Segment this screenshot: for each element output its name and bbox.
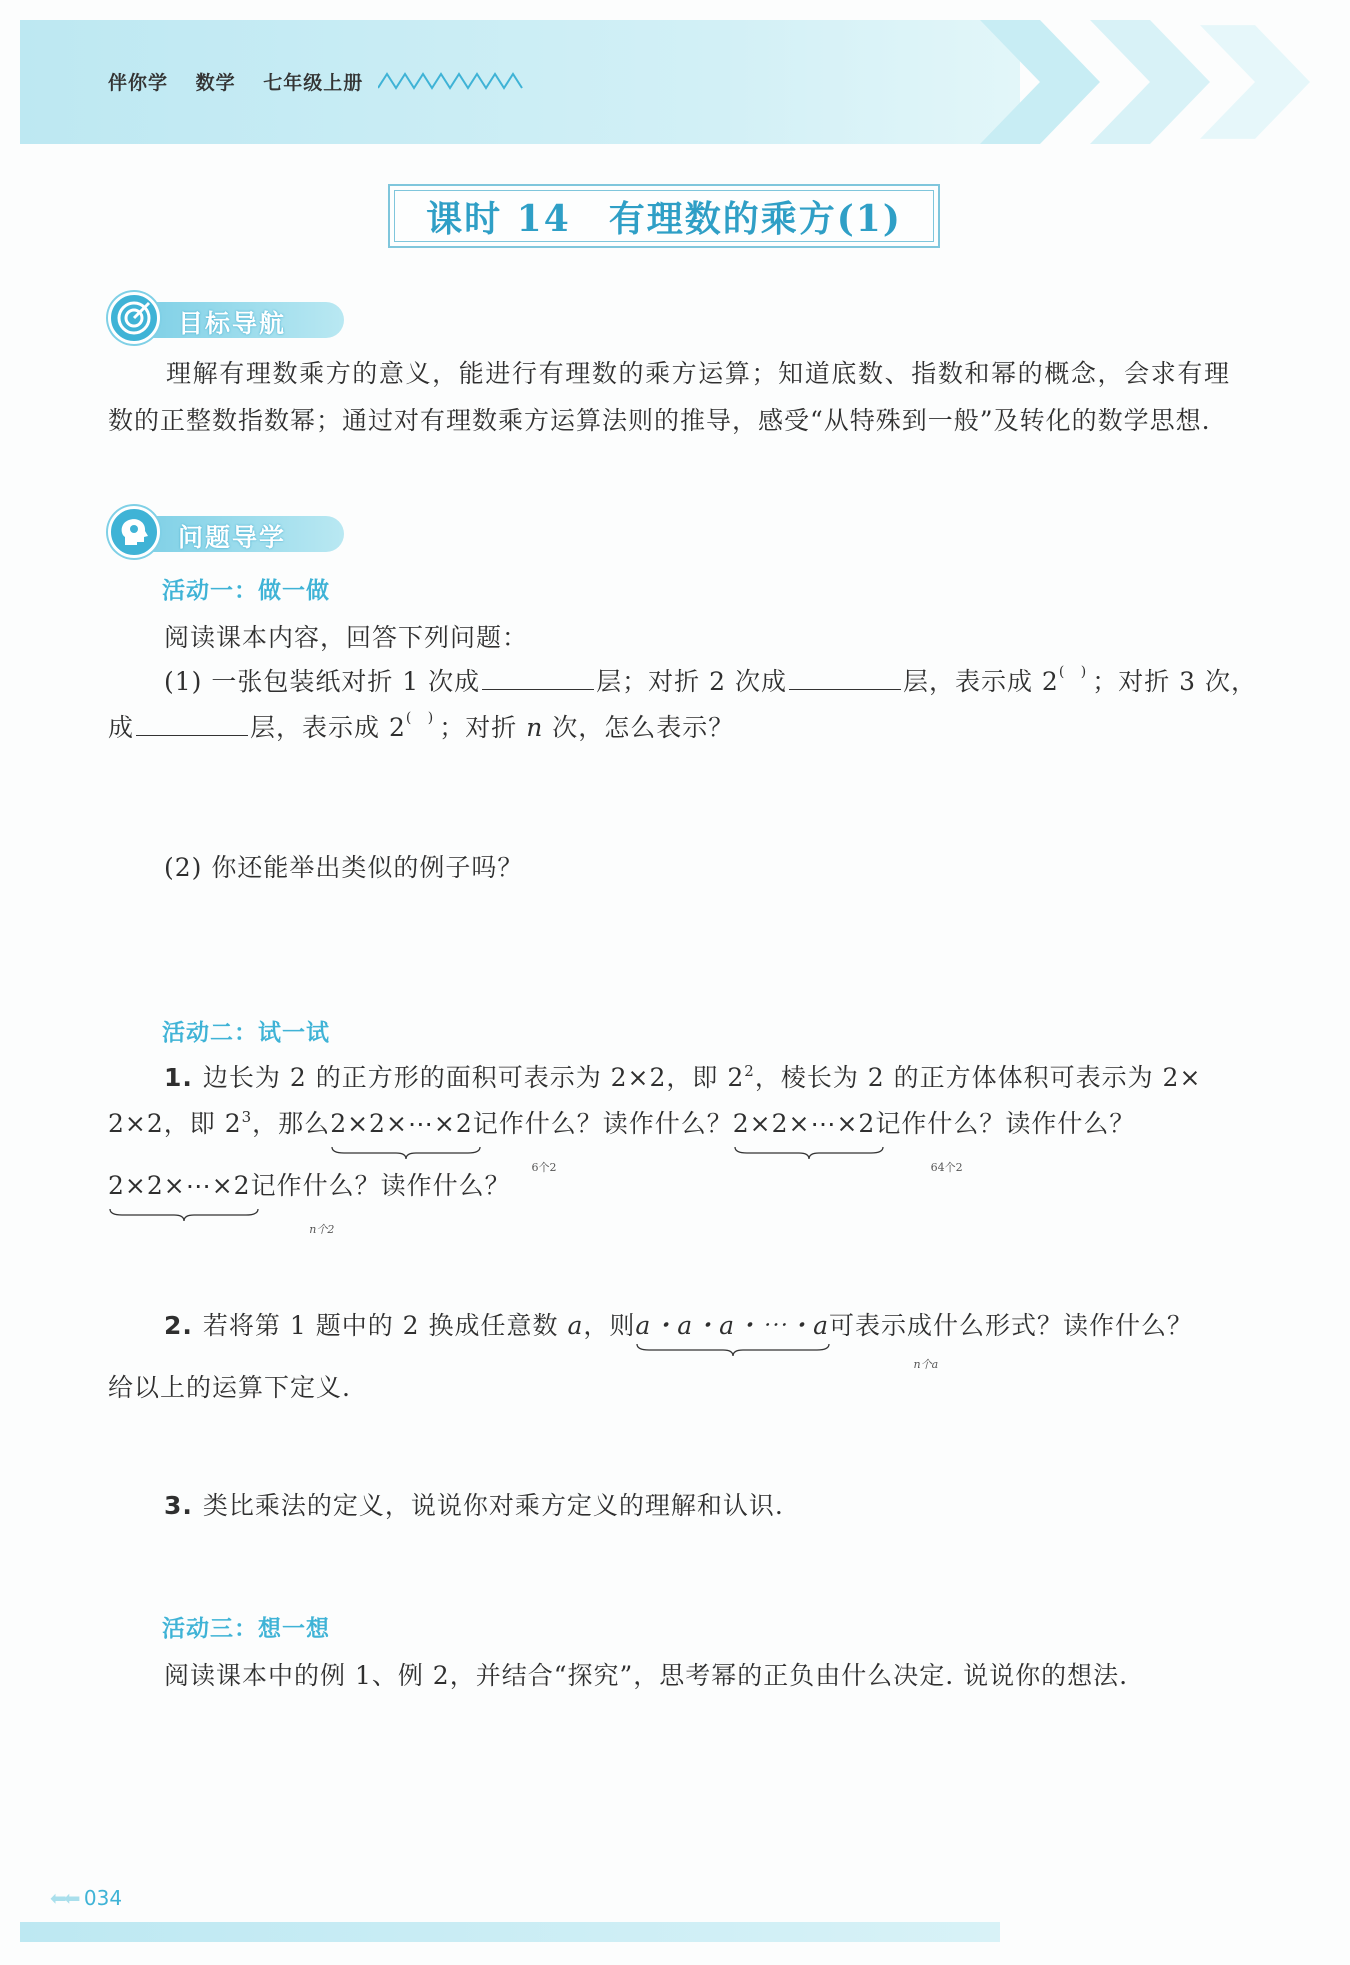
p2-text: ，则 xyxy=(583,1311,636,1340)
activity2-p3 xyxy=(164,1486,784,1522)
q1-text: 层，表示成 2 xyxy=(902,667,1059,696)
brace-label: 6个2 xyxy=(531,1161,557,1174)
q1-text: 次，怎么表示？ xyxy=(543,713,735,742)
header-title xyxy=(108,68,383,95)
p1-text: 记作什么？读作什么？ xyxy=(472,1109,733,1138)
q1-text: 层；对折 2 次成 xyxy=(596,667,787,696)
answer-blank[interactable] xyxy=(136,713,248,736)
expression: 2×2×⋯×2 xyxy=(732,1109,876,1138)
q1-text: 层，表示成 2 xyxy=(250,713,406,742)
p1-text: 记作什么？读作什么？ xyxy=(875,1109,1136,1138)
guide-badge xyxy=(108,506,344,558)
head-gear-icon xyxy=(108,506,160,558)
activity2-p1-line1 xyxy=(164,1058,1201,1094)
q1-text: ；对折 xyxy=(439,713,527,742)
activity2-p1-line2 xyxy=(108,1104,1136,1174)
goal-badge xyxy=(108,292,344,344)
activity2-heading: 活动二：试一试 xyxy=(162,1020,330,1046)
exponent: 2 xyxy=(744,1062,755,1080)
p1-text: ，棱长为 2 的正方体体积可表示为 2× xyxy=(754,1063,1202,1092)
exponent-blank[interactable]: ( ) xyxy=(405,710,440,726)
activity1-q1-line2 xyxy=(108,708,734,744)
p1-text: 记作什么？读作什么？ xyxy=(250,1171,511,1200)
header-chevron-decoration xyxy=(1090,20,1210,144)
expression: 2×2×⋯×2 xyxy=(108,1171,251,1200)
header-chevron-decoration xyxy=(1200,20,1310,144)
brace-label: n个a xyxy=(913,1358,939,1371)
p2-text: 若将第 1 题中的 2 换成任意数 xyxy=(202,1311,568,1340)
exponent-blank[interactable]: ( ) xyxy=(1058,664,1093,680)
header-chevron-decoration xyxy=(980,20,1100,144)
variable-a: a xyxy=(567,1311,584,1340)
header-grade: 七年级上册 xyxy=(263,72,364,94)
expression: 2×2×⋯×2 xyxy=(330,1109,473,1138)
zigzag-decoration xyxy=(378,72,524,90)
activity2-p2-line1 xyxy=(164,1306,1194,1371)
activity1-q1-line1 xyxy=(164,662,1257,698)
arrow-icon: ⬅⬅ xyxy=(50,1886,78,1910)
underbrace xyxy=(733,1145,885,1161)
brace-label: 64个2 xyxy=(930,1161,963,1174)
answer-blank[interactable] xyxy=(789,667,901,690)
header-book: 伴你学 xyxy=(108,72,169,94)
p1-text: ，那么 xyxy=(252,1109,331,1138)
expression: a・a・a・⋯・a xyxy=(635,1311,829,1340)
lesson-title: 课时 14 有理数的乘方(1) xyxy=(426,197,902,240)
activity3-text: 阅读课本中的例 1、例 2，并结合“探究”，思考幂的正负由什么决定. 说说你的想法. xyxy=(164,1661,1129,1690)
question-number: 3. xyxy=(164,1491,193,1520)
underbrace-expression xyxy=(635,1306,939,1371)
page-number-text: 034 xyxy=(83,1886,123,1910)
question-number: 2. xyxy=(164,1311,193,1340)
activity2-p2-line2: 给以上的运算下定义. xyxy=(108,1373,351,1402)
activity1-heading: 活动一：做一做 xyxy=(162,578,330,604)
underbrace xyxy=(635,1342,831,1358)
variable-n: n xyxy=(526,713,544,742)
activity1-q2: (2) 你还能举出类似的例子吗？ xyxy=(164,853,524,882)
brace-label: n个2 xyxy=(309,1223,335,1236)
question-number: 1. xyxy=(164,1063,193,1092)
header-subject: 数学 xyxy=(195,72,236,94)
p1-text: 边长为 2 的正方形的面积可表示为 2×2，即 2 xyxy=(202,1063,745,1092)
goal-badge-label: 目标导航 xyxy=(178,309,287,338)
activity3-heading: 活动三：想一想 xyxy=(162,1616,330,1642)
p2-text: 可表示成什么形式？读作什么？ xyxy=(829,1311,1194,1340)
activity2-p1-line3 xyxy=(108,1166,511,1236)
answer-blank[interactable] xyxy=(482,667,594,690)
activity1-intro: 阅读课本内容，回答下列问题： xyxy=(164,623,529,652)
footer-band xyxy=(20,1922,1000,1942)
lesson-title-box xyxy=(388,184,940,248)
p3-text: 类比乘法的定义，说说你对乘方定义的理解和认识. xyxy=(202,1491,784,1520)
q1-text: 成 xyxy=(108,713,135,742)
q1-text: (1) 一张包装纸对折 1 次成 xyxy=(164,667,481,696)
underbrace xyxy=(108,1207,260,1223)
underbrace-expression xyxy=(732,1109,963,1174)
q1-text: ；对折 3 次， xyxy=(1092,667,1258,696)
goal-text: 理解有理数乘方的意义，能进行有理数的乘方运算；知道底数、指数和幂的概念，会求有理数的正整数指数幂；通过对有理数乘方运算法则的推导，感受“从特殊到一般”及转化的数学思想. xyxy=(108,359,1230,435)
underbrace xyxy=(330,1145,482,1161)
guide-badge-label: 问题导学 xyxy=(178,523,287,552)
target-icon xyxy=(108,292,160,344)
underbrace-expression xyxy=(108,1171,335,1236)
p1-text: 2×2，即 2 xyxy=(108,1109,242,1138)
underbrace-expression xyxy=(330,1109,557,1174)
exponent: 3 xyxy=(241,1108,253,1126)
page-number xyxy=(50,1886,122,1910)
